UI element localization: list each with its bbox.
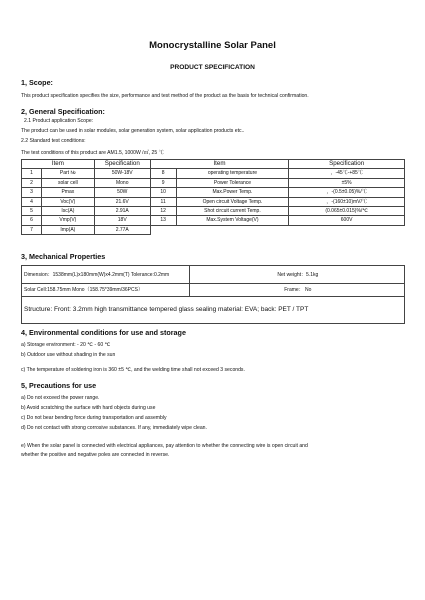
table-cell: 7 [22, 225, 42, 234]
table-cell: solar cell [41, 178, 94, 187]
table-cell: Vmp(V) [41, 216, 94, 225]
header-item: Item [150, 160, 289, 169]
table-cell: Imp(A) [41, 225, 94, 234]
general-item2: 2.2 Standard test conditions: [21, 138, 86, 144]
environment-a: a) Storage environment: - 20 ℃ - 60 ℃ [21, 342, 111, 348]
table-cell: ±5% [289, 178, 405, 187]
table-row [22, 284, 405, 297]
table-row [22, 225, 405, 234]
table-cell: 13 [150, 216, 176, 225]
table-cell: Max.Power Temp. [176, 188, 289, 197]
table-cell: 12 [150, 207, 176, 216]
table-cell-empty [176, 225, 289, 234]
scope-text: This product specification specifies the size, performance and test method of the product as the basis for technical confirmation. [21, 93, 309, 99]
mechanical-table [21, 265, 405, 324]
environment-c: c) The temperature of soldering iron is 360 ±5 ℃, and the welding time shall not exceed 3 seconds. [21, 367, 245, 373]
table-row [22, 178, 405, 187]
precaution-b: b) Avoid scratching the surface with hard objects during use [21, 405, 156, 411]
general-item1: 2.1 Product application Scope: [24, 118, 94, 124]
table-cell: Part № [41, 169, 94, 178]
table-cell: 21.6V [94, 197, 150, 206]
table-cell: 18V [94, 216, 150, 225]
table-cell: 9 [150, 178, 176, 187]
table-cell-empty [150, 225, 176, 234]
table-cell: ，-(0.5±0.05)%/℃ [289, 188, 405, 197]
header-item: Item [22, 160, 95, 169]
table-cell: Max.System Voltage(V) [176, 216, 289, 225]
table-cell-empty [289, 225, 405, 234]
table-cell: 10 [150, 188, 176, 197]
precaution-c: c) Do not bear bending force during transportation and assembly [21, 415, 167, 421]
table-cell: Pmax [41, 188, 94, 197]
environment-heading: 4, Environmental conditions for use and storage [21, 328, 186, 337]
table-cell: ，-45℃-+85℃ [289, 169, 405, 178]
precautions-heading: 5, Precautions for use [21, 381, 97, 390]
table-cell: 11 [150, 197, 176, 206]
scope-heading: 1, Scope: [21, 78, 53, 87]
precaution-e-line1: e) When the solar panel is connected with electrical appliances, pay attention to whether the connecting wire is open circuit and [21, 443, 308, 449]
structure-cell: Structure: Front: 3.2mm high transmittance tempered glass sealing material: EVA; back: PET / TPT [22, 297, 405, 324]
table-cell: 4 [22, 197, 42, 206]
precaution-d: d) Do not contact with strong corrosive substances. If any, immediately wipe clean. [21, 425, 207, 431]
solar-cell-cell: Solar Cell:158.75mm Mono（158.75*39mm/36PCS） [22, 284, 190, 297]
table-cell: 8 [150, 169, 176, 178]
weight-cell: Net weight：5.1kg [189, 266, 404, 284]
header-specification: Specification [289, 160, 405, 169]
table-row [22, 188, 405, 197]
environment-b: b) Outdoor use without shading in the sun [21, 352, 116, 358]
table-cell: 6 [22, 216, 42, 225]
table-cell: Shot circuit current Temp. [176, 207, 289, 216]
table-cell: Voc(V) [41, 197, 94, 206]
table-cell: 5 [22, 207, 42, 216]
table-cell: Isc(A) [41, 207, 94, 216]
table-cell: Mono [94, 178, 150, 187]
table-cell: 50W [94, 188, 150, 197]
mechanical-heading: 3, Mechanical Properties [21, 252, 106, 261]
document-title: Monocrystalline Solar Panel [149, 40, 276, 51]
general-item1-text: The product can be used in solar modules, solar generation system, solar application products etc.. [21, 128, 245, 134]
general-heading: 2, General Specification: [21, 107, 105, 116]
table-cell: 600V [289, 216, 405, 225]
table-cell: operating temperature [176, 169, 289, 178]
table-row [22, 197, 405, 206]
table-row [22, 207, 405, 216]
table-cell: 2.77A [94, 225, 150, 234]
table-cell: ，-(160±10)mV/℃ [289, 197, 405, 206]
document-subtitle: PRODUCT SPECIFICATION [170, 64, 255, 71]
header-specification: Specification [94, 160, 150, 169]
table-cell: 2 [22, 178, 42, 187]
table-cell: 3 [22, 188, 42, 197]
table-cell: Power Tolerance [176, 178, 289, 187]
table-row [22, 216, 405, 225]
table-cell: Open circuit Voltage Temp. [176, 197, 289, 206]
table-cell: 50W-18V [94, 169, 150, 178]
spec-table-header [22, 160, 405, 169]
frame-cell: Frame： No [189, 284, 404, 297]
table-cell: 2.91A [94, 207, 150, 216]
table-row [22, 169, 405, 178]
precaution-e-line2: whether the positive and negative poles are connected in reverse. [21, 452, 170, 458]
general-item2-text: The test conditions of this product are AM1.5, 1000W /㎡, 25 ℃ [21, 150, 164, 156]
table-row [22, 266, 405, 284]
table-row [22, 297, 405, 324]
table-cell: (0.065±0.015)%/℃ [289, 207, 405, 216]
dimension-cell: Dimension：1538mm(L)x180mm(W)x4.2mm(T) Tolerance:0.2mm [22, 266, 190, 284]
table-cell: 1 [22, 169, 42, 178]
spec-table [21, 159, 405, 235]
precaution-a: a) Do not exceed the power range. [21, 395, 100, 401]
